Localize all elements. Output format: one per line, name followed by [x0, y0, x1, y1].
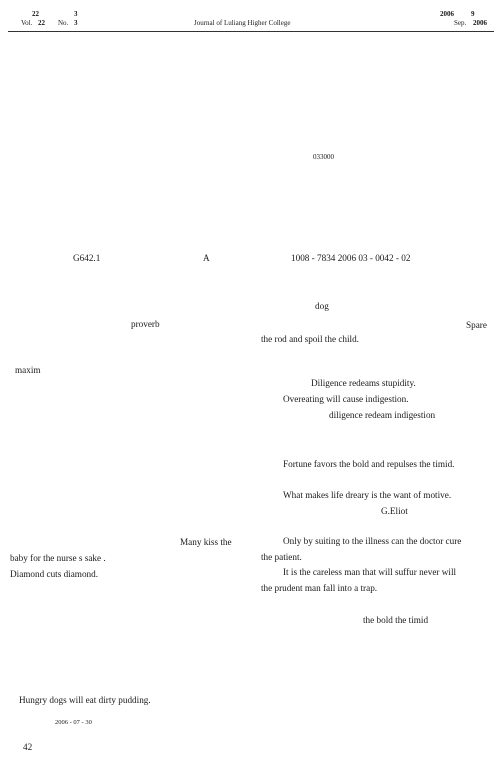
example-hungry-dogs: Hungry dogs will eat dirty pudding. [19, 695, 151, 705]
header-rule [8, 31, 494, 32]
header-number-value: 3 [74, 19, 78, 27]
clc-number: G642.1 [73, 253, 101, 263]
header-volume-value: 22 [38, 19, 45, 27]
document-code: A [203, 253, 210, 263]
received-date: 2006 - 07 - 30 [55, 719, 92, 726]
example-careless: It is the careless man that will suffur never will [283, 567, 457, 577]
term-maxim: maxim [15, 365, 41, 375]
example-only-by: Only by suiting to the illness can the doctor cure [283, 536, 462, 546]
header-year: 2006 [440, 10, 454, 18]
header-number-label: No. [58, 19, 69, 27]
header-month-label: Sep. [454, 19, 467, 27]
example-nurse-sake: baby for the nurse s sake . [10, 553, 106, 563]
page-number: 42 [23, 742, 33, 752]
header-volume-label: Vol. [21, 19, 33, 27]
header-volume-number: 22 [32, 10, 39, 18]
text-spare: Spare [466, 320, 487, 330]
example-many-kiss: Many kiss the [180, 537, 232, 547]
example-what-makes: What makes life dreary is the want of motive. [283, 490, 452, 500]
affiliation-postcode: 033000 [313, 153, 334, 161]
text-rod-and-child: the rod and spoil the child. [261, 334, 359, 344]
example-overeating: Overeating will cause indigestion. [283, 394, 409, 404]
example-patient: the patient. [261, 552, 302, 562]
term-proverb: proverb [131, 319, 160, 329]
example-terms: diligence redeam indigestion [329, 410, 436, 420]
terms-bold-timid: the bold the timid [363, 615, 429, 625]
term-dog: dog [315, 301, 329, 311]
example-fortune: Fortune favors the bold and repulses the timid. [283, 459, 455, 469]
quote-author: G.Eliot [381, 506, 408, 516]
header-year-value: 2006 [473, 19, 487, 27]
example-diamond: Diamond cuts diamond. [10, 569, 99, 579]
header-issue-number: 3 [74, 10, 78, 18]
journal-title: Journal of Luliang Higher College [194, 19, 291, 27]
example-prudent: the prudent man fall into a trap. [261, 583, 378, 593]
article-id: 1008 - 7834 2006 03 - 0042 - 02 [291, 253, 411, 263]
example-diligence: Diligence redeams stupidity. [311, 378, 416, 388]
header-month: 9 [471, 10, 475, 18]
